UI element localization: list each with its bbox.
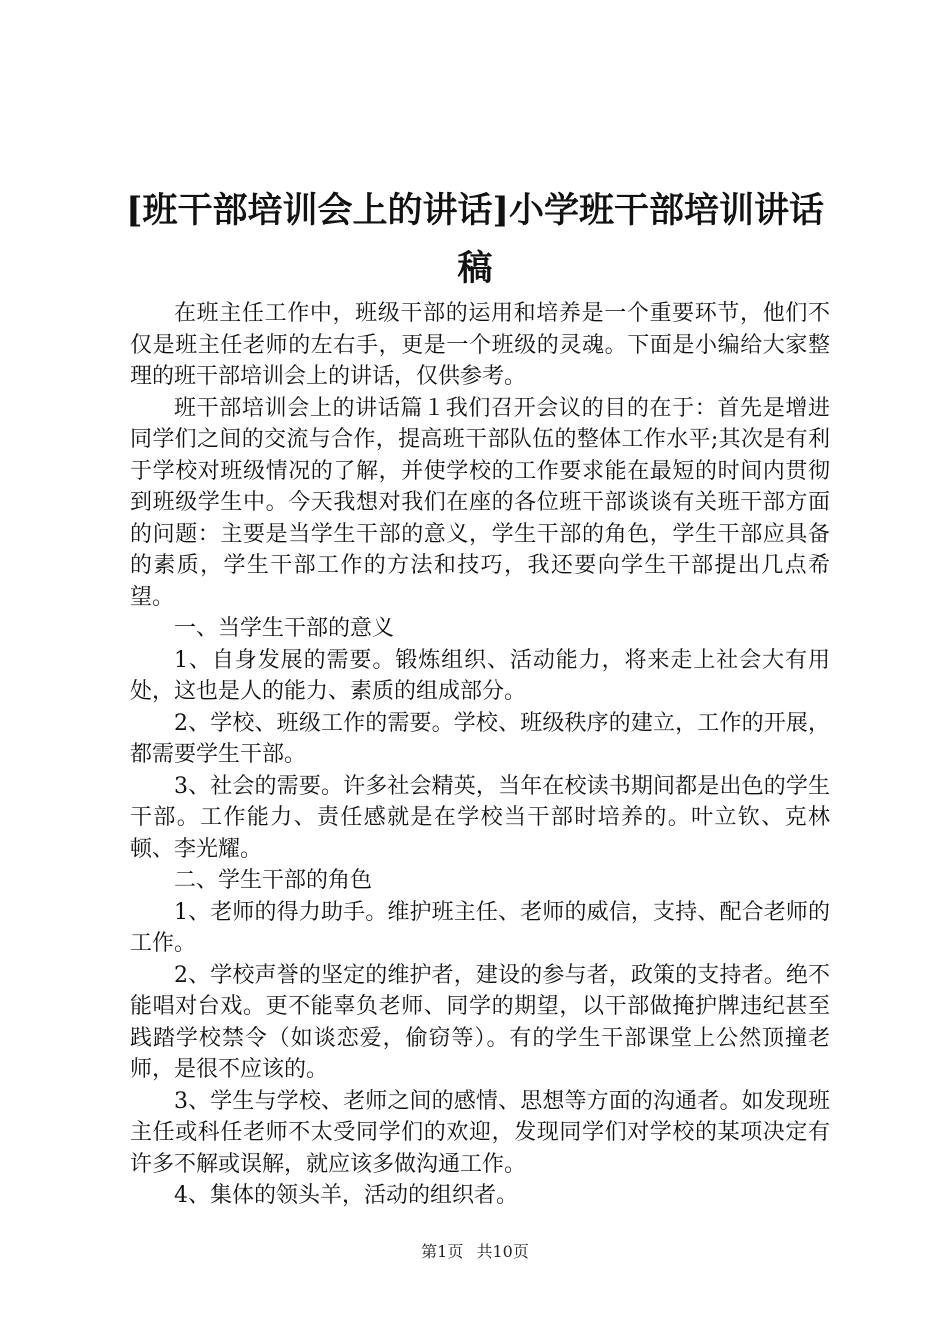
page-total: 共10页 <box>476 1242 529 1261</box>
paragraph-intro: 在班主任工作中，班级干部的运用和培养是一个重要环节，他们不仅是班主任老师的左右手，更是一个班级的灵魂。下面是小编给大家整理的班干部培训会上的讲话，仅供参考。 <box>130 301 830 389</box>
title-line-1: [班干部培训会上的讲话]小学班干部培训讲话 <box>125 190 825 231</box>
page-footer <box>0 1242 950 1262</box>
section-heading-significance: 一、当学生干部的意义 <box>174 616 395 641</box>
list-item: 3、学生与学校、老师之间的感情、思想等方面的沟通者。如发现班主任或科任老师不太受同学们的欢迎，发现同学们对学校的某项决定有许多不解或误解，就应该多做沟通工作。 <box>130 1088 830 1177</box>
list-item: 4、集体的领头羊，活动的组织者。 <box>174 1183 518 1208</box>
section-heading-roles: 二、学生干部的角色 <box>174 868 373 893</box>
title-line-2: 稿 <box>457 248 493 289</box>
list-item: 1、老师的得力助手。维护班主任、老师的威信，支持、配合老师的工作。 <box>130 899 830 956</box>
list-item: 3、社会的需要。许多社会精英，当年在校读书期间都是出色的学生干部。工作能力、责任感就是在学校当干部时培养的。叶立钦、克林顿、李光耀。 <box>130 773 830 862</box>
paragraph-speech-opening: 班干部培训会上的讲话篇１我们召开会议的目的在于：首先是增进同学们之间的交流与合作，提高班干部队伍的整体工作水平;其次是有利于学校对班级情况的了解，并使学校的工作要求能在最短的时间内贯彻到班级学生中。今天我想对我们在座的各位班干部谈谈有关班干部方面的问题：主要是当学生干部的意义，学生干部的角色，学生干部应具备的素质，学生干部工作的方法和技巧，我还要向学生干部提出几点希望。 <box>130 395 830 610</box>
list-item: 1、自身发展的需要。锻炼组织、活动能力，将来走上社会大有用处，这也是人的能力、素质的组成部分。 <box>130 647 830 704</box>
document-title <box>110 182 840 298</box>
list-item: 2、学校声誉的坚定的维护者，建设的参与者，政策的支持者。绝不能唱对台戏。更不能辜负老师、同学的期望，以干部做掩护牌违纪甚至践踏学校禁令（如谈恋爱，偷窃等）。有的学生干部课堂上公然顶撞老师，是很不应该的。 <box>130 962 830 1082</box>
document-body <box>130 298 830 1212</box>
list-item: 2、学校、班级工作的需要。学校、班级秩序的建立，工作的开展，都需要学生干部。 <box>130 710 830 767</box>
page-number: 第1页 <box>421 1242 464 1261</box>
